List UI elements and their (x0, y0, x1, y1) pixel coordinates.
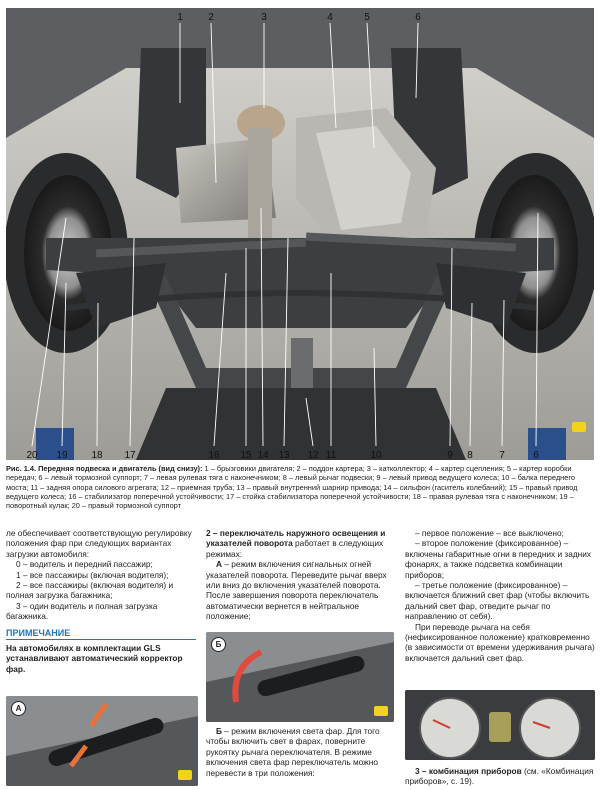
badge-icon-a (178, 770, 192, 780)
column-2-lower (206, 726, 394, 778)
callout-11: 11 (325, 450, 337, 460)
figure-caption (6, 464, 594, 510)
callout-9: 9 (447, 450, 453, 460)
callout-13: 13 (278, 450, 290, 460)
high-beam-note: При переводе рычага на себя (нефиксированное положение) кратковременно (в зависимости от времени удерживания рычага) включается дальний свет фар. (405, 621, 595, 663)
badge-b: Б (211, 637, 226, 652)
callout-19: 19 (56, 450, 68, 460)
callout-15: 15 (240, 450, 252, 460)
steering-switch-b-image (206, 632, 394, 722)
instrument-cluster-image (405, 690, 595, 760)
col1-item-1: 1 – все пассажиры (включая водителя); (16, 569, 169, 580)
badge-icon (572, 422, 586, 432)
switch-photo-a (6, 696, 198, 786)
cluster-heading: 3 – комбинация приборов (415, 766, 522, 776)
note-body: На автомобилях в комплектации GLS устанавливают автоматический корректор фар. (6, 643, 183, 674)
badge-icon-b (374, 706, 388, 716)
switch-heading-rest: работает в следующих режимах: (206, 538, 384, 559)
position-1: – первое положение – все выключено; (415, 528, 564, 538)
callout-8: 8 (467, 450, 473, 460)
callout-5: 5 (364, 12, 370, 23)
col1-item-3: 3 – один водитель и полная загрузка багажника. (6, 600, 158, 622)
caption-text: 1 – брызговики двигателя; 2 – поддон картера; 3 – катколлектор; 4 – картер сцепления; 5 – картер коробки передач; 6 – левый тормозной суппорт; 7 – левая рулевая тяга с наконечником; 8 – левый рычаг подвески; 9 – левый привод ведущего колеса; 10 – балка переднего моста; 11 – задняя опора силового агрегата; 12 – приемная труба; 13 – правый внутренний шарнир привода; 14 – сильфон (гаситель колебаний); 15 – правый привод ведущего колеса; 16 – стабилизатор поперечной устойчивости; 17 – стойка стабилизатора поперечной устойчивости; 18 – правая рулевая тяга с наконечником; 19 – поворотный кулак; 20 – правый тормозной суппорт (6, 464, 578, 511)
callout-12: 12 (307, 450, 319, 460)
callout-4: 4 (327, 12, 333, 23)
column-3 (405, 528, 595, 663)
column-3-lower (405, 766, 595, 787)
caption-title: Рис. 1.4. Передняя подвеска и двигатель (вид снизу): (6, 464, 203, 473)
mode-b-text: – режим включения света фар. Для того чтобы включить свет в фарах, поверните рукоятку рычага переключателя. В режиме включения света фар переключатель можно перевести в три положения: (206, 726, 380, 778)
callout-20: 20 (26, 450, 38, 460)
badge-a: А (11, 701, 26, 716)
callout-17: 17 (124, 450, 136, 460)
steering-switch-a-image (6, 696, 198, 786)
position-3: – третье положение (фиксированное) – включается ближний свет фар (чтобы включить дальний свет фар, отведите рычаг по направлению от себя). (405, 580, 590, 622)
col1-paragraph-1: ле обеспечивает соответствующую регулировку положения фар при следующих вариантах загрузки автомобиля: (6, 528, 192, 559)
callout-7: 7 (499, 450, 505, 460)
callout-6-top: 6 (415, 12, 421, 23)
switch-photo-b (206, 632, 394, 722)
mode-b-label: Б (216, 726, 222, 736)
position-2: – второе положение (фиксированное) – включены габаритные огни в передних и задних фонарях, а также подсветка комбинации приборов; (405, 538, 592, 580)
callout-16: 16 (208, 450, 220, 460)
col1-item-2: 2 – все пассажиры (включая водителя) и полная загрузка багажника; (6, 580, 174, 601)
mode-a-text: – режим включения сигнальных огней указателей поворота. Переведите рычаг вверх или вниз до включения указателей поворота. После завершения поворота переключатель автоматически вернется в нейтральное положение; (206, 559, 387, 622)
column-2 (206, 528, 394, 622)
callout-10: 10 (370, 450, 382, 460)
instrument-cluster-photo (405, 690, 595, 760)
underbody-photo (6, 8, 594, 460)
callout-1: 1 (177, 12, 183, 23)
cluster-heading-rest: (см. «Комбинация приборов», с. 19). (405, 766, 594, 787)
callout-6-bottom: 6 (533, 450, 539, 460)
col1-item-0: 0 – водитель и передний пассажир; (16, 559, 153, 570)
column-1 (6, 528, 196, 674)
callout-2: 2 (208, 12, 214, 23)
callout-14: 14 (257, 450, 269, 460)
callout-3: 3 (261, 12, 267, 23)
note-heading: ПРИМЕЧАНИЕ (6, 628, 196, 640)
mode-a-label: А (216, 559, 222, 570)
callout-18: 18 (91, 450, 103, 460)
switch-heading: 2 – переключатель наружного освещения и указателей поворота (206, 528, 386, 549)
